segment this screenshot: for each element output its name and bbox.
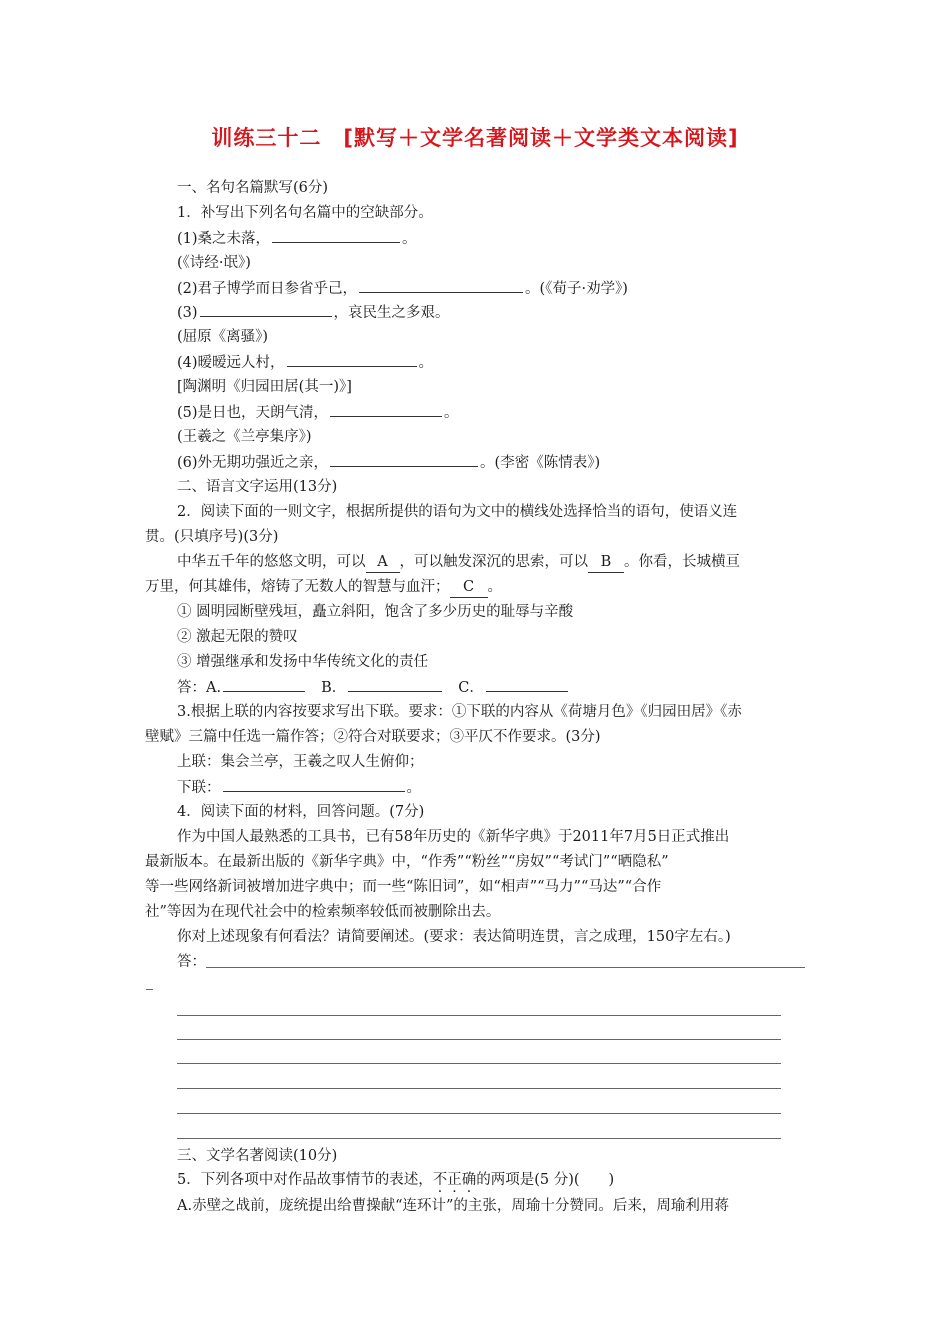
- material-line-2: 最新版本。在最新出版的《新华字典》中，“作秀”“粉丝”“房奴”“考试门”“晒隐私”: [145, 854, 669, 870]
- item-2-end: 。(《荀子·劝学》): [525, 281, 628, 297]
- answer-label-c: C．: [458, 680, 484, 696]
- item-3-text: (3): [177, 305, 198, 321]
- emphasis-char: 正: [447, 1172, 462, 1188]
- item-4-blank[interactable]: [287, 352, 417, 367]
- passage-text: 。: [487, 579, 502, 595]
- material-line-4: 社”等因为在现代社会中的检索频率较低而被删除出去。: [145, 904, 501, 920]
- item-5-end: 。: [444, 405, 459, 421]
- answer-label-b: B．: [321, 680, 347, 696]
- blank-c[interactable]: [486, 677, 568, 692]
- answer-line-2: [177, 677, 570, 698]
- section-3-heading: 三、文学名著阅读(10分): [177, 1148, 338, 1164]
- answer-c: C: [450, 577, 488, 598]
- answer-rule[interactable]: [177, 1063, 781, 1064]
- question-3-line-1: 3.根据上联的内容按要求写出下联。要求：①下联的内容从《荷塘月色》《归园田居》《赤: [177, 704, 742, 720]
- answer-rule[interactable]: [177, 1039, 781, 1040]
- item-3: [177, 302, 450, 323]
- passage-text: 。你看，长城横亘: [624, 554, 740, 570]
- material-line-1: 作为中国人最熟悉的工具书，已有58年历史的《新华字典》于2011年7月5日正式推出: [177, 829, 730, 845]
- item-3-source: (屈原《离骚》): [177, 329, 269, 345]
- xialian-blank[interactable]: [223, 777, 405, 792]
- item-6-blank[interactable]: [330, 452, 478, 467]
- page-title: 训练三十二 [默写＋文学名著阅读＋文学类文本阅读]: [211, 126, 739, 150]
- answer-rule: [146, 989, 153, 990]
- item-1-end: 。: [402, 231, 417, 247]
- option-1: ① 圆明园断壁残垣，矗立斜阳，饱含了多少历史的耻辱与辛酸: [177, 604, 574, 620]
- item-2: [177, 278, 628, 299]
- option-3: ③ 增强继承和发扬中华传统文化的责任: [177, 654, 429, 670]
- question-2-line-1: 2．阅读下面的一则文字，根据所提供的语句为文中的横线处选择恰当的语句，使语义连: [177, 504, 738, 520]
- answer-b: B: [588, 552, 624, 573]
- item-1: [177, 228, 417, 249]
- option-a: A.赤壁之战前，庞统提出给曹操献“连环计”的主张，周瑜十分赞同。后来，周瑜利用蒋: [177, 1198, 729, 1214]
- item-6-text: (6)外无期功强近之亲，: [177, 455, 329, 471]
- question-4: 4．阅读下面的材料，回答问题。(7分): [177, 804, 425, 820]
- item-2-blank[interactable]: [359, 278, 523, 293]
- shanglian: 上联：集会兰亭，王羲之叹人生俯仰；: [177, 754, 424, 770]
- section-1-heading: 一、名句名篇默写(6分): [177, 180, 329, 196]
- emphasis-char: 确: [461, 1172, 477, 1188]
- passage-text: 中华五千年的悠悠文明，可以: [177, 554, 366, 570]
- item-2-text: (2)君子博学而日参省乎己，: [177, 281, 358, 297]
- xialian-label: 下联：: [177, 780, 221, 796]
- blank-b[interactable]: [348, 677, 442, 692]
- question-5: [177, 1170, 614, 1190]
- item-5: [177, 402, 459, 423]
- answer-rule[interactable]: [206, 967, 805, 968]
- answer-rule[interactable]: [177, 1015, 781, 1016]
- passage-line-2: [145, 577, 502, 598]
- item-3-blank[interactable]: [200, 302, 332, 317]
- xialian-end: 。: [406, 780, 421, 796]
- item-5-source: (王羲之《兰亭集序》): [177, 429, 312, 445]
- question-3-line-2: 壁赋》三篇中任选一篇作答；②符合对联要求；③平仄不作要求。(3分): [145, 729, 601, 745]
- answer-label: 答：A.: [177, 680, 222, 696]
- item-1-source: (《诗经·氓》): [177, 255, 251, 271]
- option-2: ② 激起无限的赞叹: [177, 629, 298, 645]
- xialian: [177, 777, 421, 798]
- item-3-end: ，哀民生之多艰。: [333, 305, 450, 321]
- question-4-prompt: 你对上述现象有何看法？请简要阐述。(要求：表达简明连贯，言之成理，150字左右。): [177, 929, 731, 945]
- answer-rule[interactable]: [177, 1088, 781, 1089]
- passage-text: 万里，何其雄伟，熔铸了无数人的智慧与血汗；: [145, 579, 450, 595]
- passage-text: ，可以触发深沉的思索，可以: [399, 554, 588, 570]
- item-1-text: (1)桑之未落，: [177, 231, 271, 247]
- section-2-heading: 二、语言文字运用(13分): [177, 479, 338, 495]
- question-5-text: 5．下列各项中对作品故事情节的表述，: [177, 1172, 433, 1188]
- blank-a[interactable]: [223, 677, 305, 692]
- item-4-text: (4)暧暧远人村，: [177, 355, 285, 371]
- answer-rule[interactable]: [177, 1138, 781, 1139]
- answer-rule[interactable]: [177, 1113, 781, 1114]
- item-4-end: 。: [418, 355, 434, 371]
- question-1: 1．补写出下列名句名篇中的空缺部分。: [177, 205, 433, 221]
- item-5-blank[interactable]: [330, 402, 442, 417]
- emphasis-char: 不: [432, 1172, 448, 1188]
- item-5-text: (5)是日也，天朗气清，: [177, 405, 329, 421]
- passage-line-1: [177, 552, 740, 573]
- item-4-source: [陶渊明《归园田居(其一)》]: [177, 379, 352, 395]
- answer-a: A: [366, 552, 400, 573]
- item-6: [177, 452, 600, 473]
- question-5-text: 的两项是(5 分)( ): [476, 1172, 615, 1188]
- item-1-blank[interactable]: [272, 228, 400, 243]
- question-2-line-2: 贯。(只填序号)(3分): [145, 529, 279, 545]
- item-6-end: 。(李密《陈情表》): [480, 455, 601, 471]
- material-line-3: 等一些网络新词被增加进字典中；而一些“陈旧词”，如“相声”“马力”“马达”“合作: [145, 879, 662, 895]
- item-4: [177, 352, 433, 373]
- answer-4-label: 答：: [177, 954, 206, 970]
